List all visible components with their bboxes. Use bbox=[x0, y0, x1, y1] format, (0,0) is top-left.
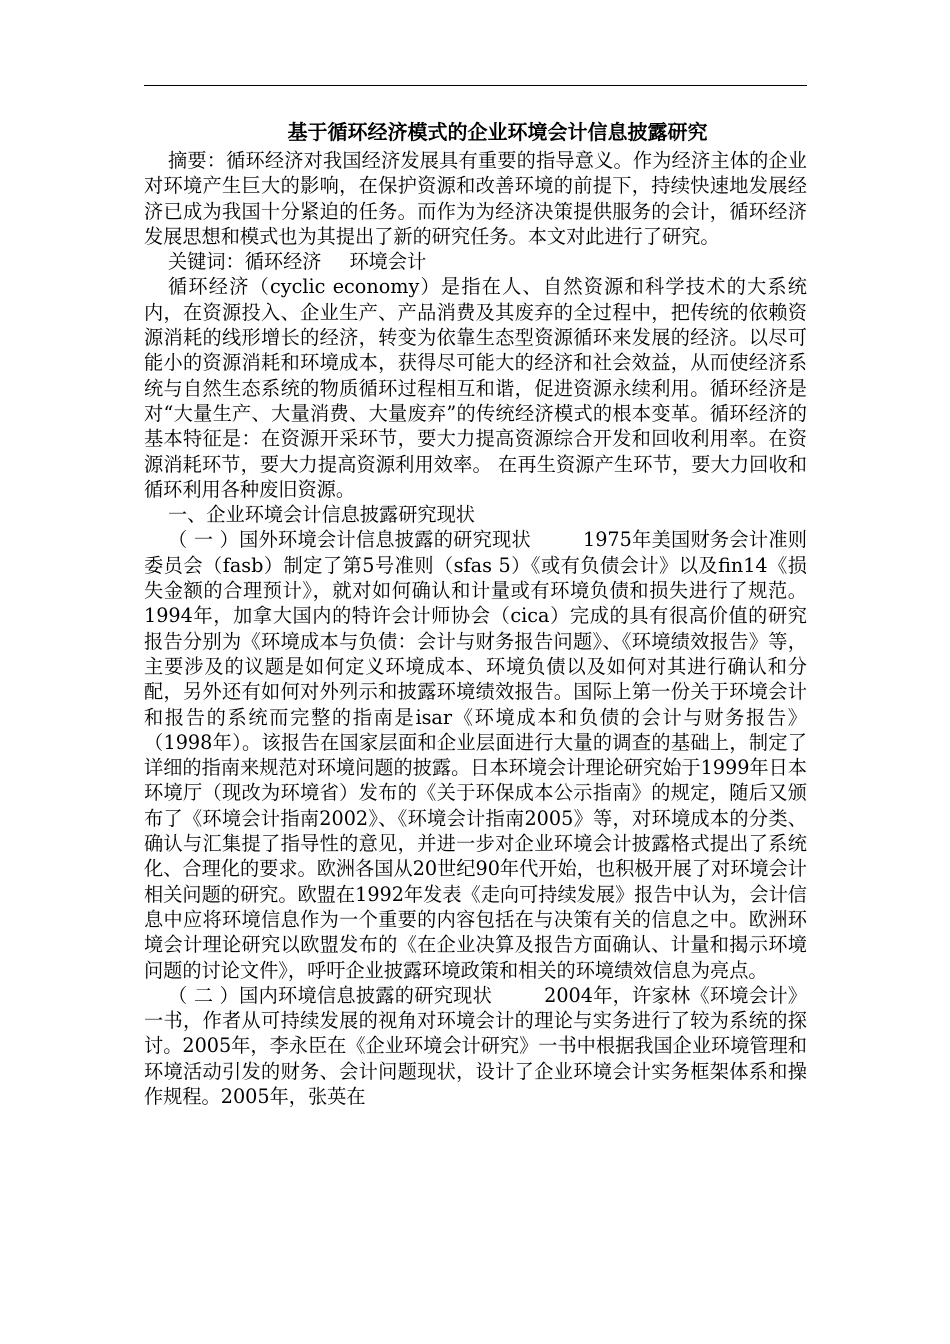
subsection-1-paragraph bbox=[144, 527, 807, 982]
header-rule bbox=[144, 85, 807, 86]
keywords-second: 环境会计 bbox=[349, 250, 427, 274]
keywords-label: 关键词：循环经济 bbox=[168, 250, 322, 274]
subsection-2-paragraph bbox=[144, 983, 807, 1109]
abstract-paragraph: 摘要：循环经济对我国经济发展具有重要的指导意义。作为经济主体的企业对环境产生巨大的影响，在保护资源和改善环境的前提下，持续快速地发展经济已成为我国十分紧迫的任务。而作为为经济决策提供服务的会计，循环经济发展思想和模式也为其提出了新的研究任务。本文对此进行了研究。 bbox=[144, 149, 807, 248]
subsection-2-text: 2004年，许家林《环境会计》一书，作者从可持续发展的视角对环境会计的理论与实务进行了较为系统的探讨。2005年，李永臣在《企业环境会计研究》一书中根据我国企业环境管理和环境活动引发的财务、会计问题现状，设计了企业环境会计实务框架体系和操作规程。2005年，张英在 bbox=[144, 983, 807, 1108]
intro-paragraph: 循环经济（cyclic economy）是指在人、自然资源和科学技术的大系统内，在资源投入、企业生产、产品消费及其废弃的全过程中，把传统的依赖资源消耗的线形增长的经济，转变为依靠生态型资源循环来发展的经济。以尽可能小的资源消耗和环境成本，获得尽可能大的经济和社会效益，从而使经济系统与自然生态系统的物质循环过程相互和谐，促进资源永续利用。循环经济是对“大量生产、大量消费、大量废弃”的传统经济模式的根本变革。循环经济的基本特征是：在资源开采环节，要大力提高资源综合开发和回收利用率。在资源消耗环节，要大力提高资源利用效率。 在再生资源产生环节，要大力回收和循环利用各种废旧资源。 bbox=[144, 275, 807, 501]
subsection-1-text: 1975年美国财务会计准则委员会（fasb）制定了第5号准则（sfas 5）《或有负债会计》以及fin14《损失金额的合理预计》，就对如何确认和计量或有环境负债和损失进行了规范。1994年，加拿大国内的特许会计师协会（cica）完成的具有很高价值的研究报告分别为《环境成本与负债：会计与财务报告问题》、《环境绩效报告》等，主要涉及的议题是如何定义环境成本、环境负债以及如何对其进行确认和分配，另外还有如何对外列示和披露环境绩效报告。国际上第一份关于环境会计和报告的系统而完整的指南是isar《环境成本和负债的会计与财务报告》（1998年）。该报告在国家层面和企业层面进行大量的调查的基础上，制定了详细的指南来规范对环境问题的披露。日本环境会计理论研究始于1999年日本环境厅（现改为环境省）发布的《关于环保成本公示指南》的规定，随后又颁布了《环境会计指南2002》、《环境会计指南2005》等，对环境成本的分类、确认与汇集提了指导性的意见，并进一步对企业环境会计披露格式提出了系统化、合理化的要求。欧洲各国从20世纪90年代开始，也积极开展了对环境会计相关问题的研究。欧盟在1992年发表《走向可持续发展》报告中认为，会计信息中应将环境信息作为一个重要的内容包括在与决策有关的信息之中。欧洲环境会计理论研究以欧盟发布的《在企业决算及报告方面确认、计量和揭示环境问题的讨论文件》，呼吁企业披露环境政策和相关的环境绩效信息为亮点。 bbox=[144, 528, 807, 982]
section-1-heading: 一、企业环境会计信息披露研究现状 bbox=[168, 503, 475, 527]
document-body bbox=[144, 148, 807, 1109]
keywords-line bbox=[144, 249, 807, 274]
subsection-2-heading: （ 二 ）国内环境信息披露的研究现状 bbox=[168, 983, 493, 1007]
document-title: 基于循环经济模式的企业环境会计信息披露研究 bbox=[287, 120, 708, 144]
subsection-1-heading: （ 一 ）国外环境会计信息披露的研究现状 bbox=[168, 528, 532, 552]
